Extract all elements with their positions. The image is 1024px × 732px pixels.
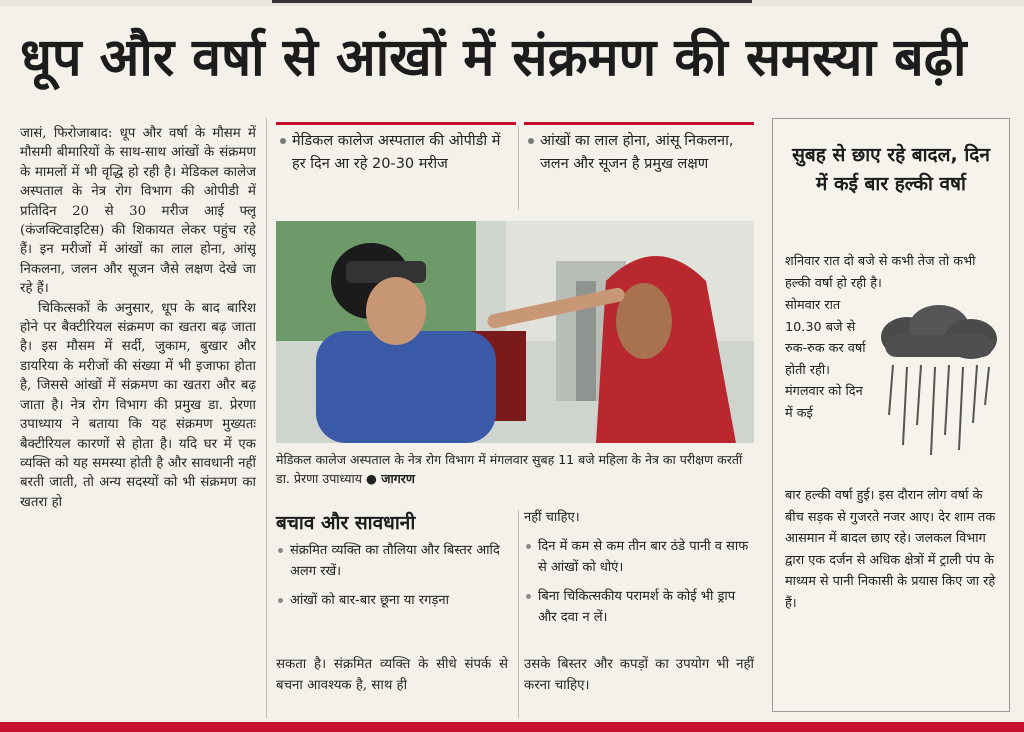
highlight-text: मेडिकल कालेज अस्पताल की ओपीडी में हर दिन आ रहे 20-30 मरीज xyxy=(292,133,501,172)
list-item: बिना चिकित्सकीय परामर्श के कोई भी ड्राप और दवा न लें। xyxy=(524,586,754,628)
precautions-list-left xyxy=(276,540,508,619)
highlight-divider xyxy=(518,126,519,210)
list-item: आंखों को बार-बार छूना या रगड़ना xyxy=(276,590,508,611)
footer-bar xyxy=(0,722,1024,732)
article-continuation-right: उसके बिस्तर और कपड़ों का उपयोग भी नहीं करना चाहिए। xyxy=(524,657,754,693)
article-column-1 xyxy=(20,124,256,720)
sidebar-title: सुबह से छाए रहे बादल, दिन में कई बार हल्की वर्षा xyxy=(792,144,990,195)
precautions-title: बचाव और सावधानी xyxy=(276,512,416,534)
highlight-box-symptoms xyxy=(524,122,754,212)
precautions-list-right xyxy=(524,507,754,636)
precaution-divider xyxy=(518,510,519,718)
top-strip xyxy=(0,0,1024,6)
bullet-icon xyxy=(528,138,534,144)
sidebar-text-1: शनिवार रात दो बजे से कभी तेज तो कभी हल्की वर्षा हो रही है। xyxy=(785,254,976,291)
highlight-text: आंखों का लाल होना, आंसू निकलना, जलन और सूजन है प्रमुख लक्षण xyxy=(540,133,734,172)
article-paragraph-1: जासं, फिरोजाबाद: धूप और वर्षा के मौसम में मौसमी बीमारियों के साथ-साथ आंखों के संक्रमण के मामलों में भी वृद्धि हो रही है। मेडिकल कालेज अस्पताल के नेत्र रोग विभाग की ओपीडी में प्रतिदिन 20 से 30 मरीज आई फ्लू (कंजक्टिवाइटिस) की शिकायत लेकर पहुंच रहे हैं। इन मरीजों में आंखों का लाल होना, आंसू निकलना, जलन और सूजन जैसे लक्षण देखे जा रहे हैं। xyxy=(20,126,256,297)
column-divider xyxy=(266,118,267,718)
list-item: संक्रमित व्यक्ति का तौलिया और बिस्तर आदि अलग रखें। xyxy=(276,540,508,582)
photo-credit: ● जागरण xyxy=(365,471,415,486)
photo-caption xyxy=(276,450,754,488)
list-continuation: नहीं चाहिए। xyxy=(524,510,580,525)
article-paragraph-2: चिकित्सकों के अनुसार, धूप के बाद बारिश होने पर बैक्टीरियल संक्रमण का खतरा बढ़ जाता है। इस मौसम में सर्दी, जुकाम, बुखार और डायरिया के मरीजों की संख्या में भी इजाफा होता है, जिससे आंखों में संक्रमण का खतरा और बढ़ जाता है। नेत्र रोग विभाग की प्रमुख डा. प्रेरणा उपाध्याय ने बताया कि यह संक्रमण मुख्यतः बैक्टीरियल कारणों से होता है। यदि घर में एक व्यक्ति को यह समस्या होती है और सावधानी नहीं बरती जाती, तो अन्य सदस्यों को भी संक्रमण का खतरा हो xyxy=(20,300,256,510)
eye-exam-photo xyxy=(276,221,754,443)
list-item: दिन में कम से कम तीन बार ठंडे पानी व साफ से आंखों को धोएं। xyxy=(524,536,754,578)
highlight-box-opd xyxy=(276,122,516,212)
sidebar-text-3: बार हल्की वर्षा हुई। इस दौरान लोग वर्षा के बीच सड़क से गुजरते नजर आए। देर शाम तक आसमान में बादल छाए रहे। जलकल विभाग द्वारा एक दर्जन से अधिक क्षेत्रों में ट्राली पंप के माध्यम से पानी निकासी के प्रयास किए जा रहे हैं। xyxy=(785,488,996,611)
weather-sidebar xyxy=(772,118,1010,712)
rain-cloud-icon xyxy=(877,305,999,465)
caption-text: मेडिकल कालेज अस्पताल के नेत्र रोग विभाग में मंगलवार सुबह 11 बजे महिला के नेत्र का परीक्षण करतीं डा. प्रेरणा उपाध्याय xyxy=(276,452,743,486)
bullet-icon xyxy=(280,138,286,144)
sidebar-text-2: सोमवार रात 10.30 बजे से रुक-रुक कर वर्षा होती रही। मंगलवार को दिन में कई xyxy=(785,298,866,421)
headline: धूप और वर्षा से आंखों में संक्रमण की समस्या बढ़ी xyxy=(20,28,967,88)
article-continuation-left: सकता है। संक्रमित व्यक्ति के सीधे संपर्क से बचना आवश्यक है, साथ ही xyxy=(276,657,508,693)
